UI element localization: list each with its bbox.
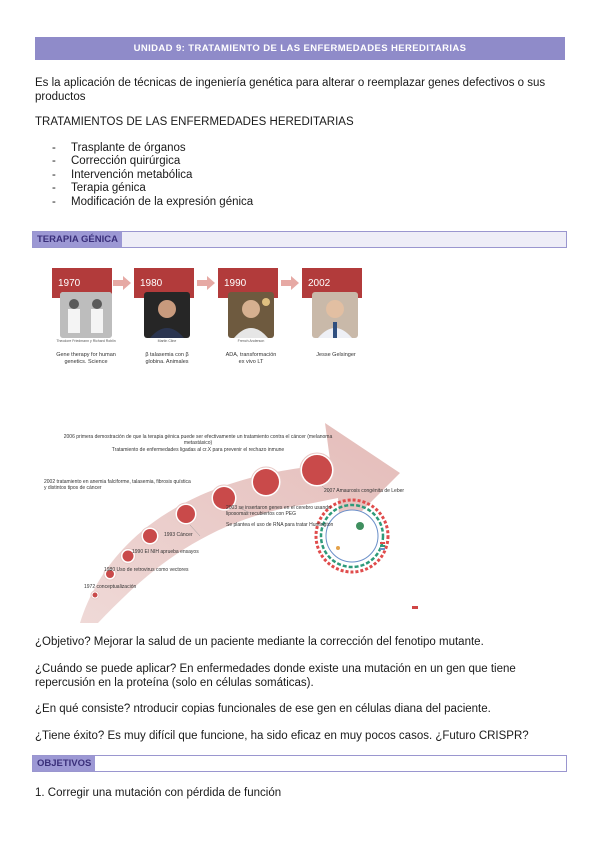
list-item: - Modificación de la expresión génica: [52, 196, 253, 209]
photo-scientists: [60, 292, 112, 338]
photo-credit: Theodore Friedmann y Richard Roblin: [56, 339, 116, 343]
arrow-note-1980: 1980 Uso de retrovirus como vectores: [104, 567, 189, 573]
arrow-note-1972: 1972 conceptualización: [84, 584, 137, 590]
question-what: ¿En qué consiste? ntroducir copias funcionales de ese gen en células diana del paciente.: [35, 703, 491, 715]
arrow-note-2003: 2003 se insertaron genes en el cerebro usando liposomas recubiertos con PEG: [226, 505, 331, 518]
gene-therapy-history-arrow: [40, 418, 570, 623]
arrow-right-icon: [281, 276, 299, 290]
arrow-right-icon: [197, 276, 215, 290]
intro-paragraph: Es la aplicación de técnicas de ingeniería genética para alterar o reemplazar genes defectivos o sus productos: [35, 77, 546, 103]
section-title: OBJETIVOS: [33, 756, 95, 771]
unit-title: UNIDAD 9: TRATAMIENTO DE LAS ENFERMEDADES HEREDITARIAS: [133, 43, 467, 54]
timeline-caption: ADA, transformación ex vivo LT: [225, 352, 277, 365]
photo-credit: French Anderson: [237, 339, 265, 343]
timeline-year: 2002: [308, 277, 331, 289]
arrow-note-2007: 2007 Amaurosis congénita de Leber: [324, 488, 405, 494]
list-item: - Terapia génica: [52, 182, 253, 195]
timeline-caption: β talasemia con β globina. Animales: [145, 352, 189, 365]
unit-title-banner: [35, 37, 565, 60]
photo-french-anderson: [228, 292, 274, 338]
photo-jesse-gelsinger: [312, 292, 358, 338]
photo-credit: Martin Cline: [157, 339, 177, 343]
section-header-objectives: [32, 755, 567, 772]
arrow-note-2006: 2006 primera demostración de que la terapia génica puede ser efectivamente un tratamiento contra el cáncer (melanoma metastásico): [63, 434, 333, 447]
section-title: TERAPIA GÉNICA: [33, 232, 122, 247]
treatments-list: [52, 142, 253, 209]
list-item: - Trasplante de órganos: [52, 142, 253, 155]
timeline-year: 1980: [140, 277, 163, 289]
arrow-note-2006b: Tratamiento de enfermedades ligadas al cr.X para prevenir el rechazo inmune: [111, 446, 285, 453]
arrow-right-icon: [113, 276, 131, 290]
gene-therapy-timeline: [52, 268, 382, 388]
timeline-year: 1990: [224, 277, 247, 289]
arrow-note-1993: 1993 Cáncer: [164, 532, 193, 538]
list-item: - Intervención metabólica: [52, 169, 253, 182]
section-header-gene-therapy: [32, 231, 567, 248]
photo-martin-cline: [144, 292, 190, 338]
arrow-note-2002: 2002 tratamiento en anemia falciforme, talasemia, fibrosis quística y distintos tipos de cáncer: [44, 479, 191, 492]
treatments-heading: TRATAMIENTOS DE LAS ENFERMEDADES HEREDITARIAS: [35, 116, 354, 128]
question-when: ¿Cuándo se puede aplicar? En enfermedades donde existe una mutación en un gen que tiene repercusión en la proteína (solo en células somáticas).: [35, 663, 516, 689]
timeline-caption: Gene therapy for human genetics. Science: [56, 352, 116, 365]
objective-item: 1. Corregir una mutación con pérdida de función: [35, 787, 282, 799]
timeline-caption: Jesse Gelsinger: [316, 352, 356, 358]
question-objective: ¿Objetivo? Mejorar la salud de un paciente mediante la corrección del fenotipo mutante.: [35, 636, 484, 648]
question-success: ¿Tiene éxito? Es muy difícil que funcione, ha sido eficaz en muy pocos casos. ¿Futuro CRISPR?: [35, 730, 529, 742]
timeline-year: 1970: [58, 277, 81, 289]
arrow-note: [58, 434, 338, 453]
arrow-note-1990: 1990 El NIH aprueba ensayos: [132, 549, 199, 555]
arrow-note-2003b: Se plantea el uso de RNA para tratar Huntington: [226, 522, 334, 528]
list-item: - Corrección quirúrgica: [52, 155, 253, 168]
